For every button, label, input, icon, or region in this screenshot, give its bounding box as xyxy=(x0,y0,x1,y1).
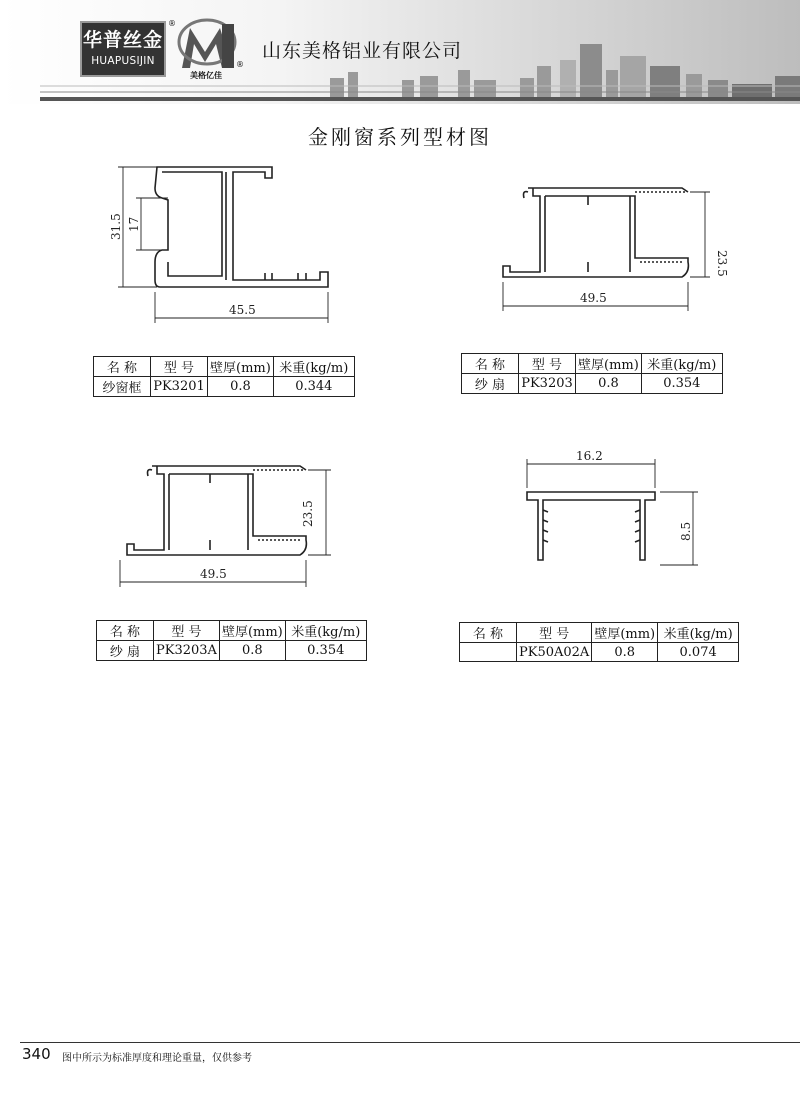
cell-name xyxy=(460,643,517,662)
dim-pk3203a-height: 23.5 xyxy=(301,500,315,527)
cell-wall: 0.8 xyxy=(592,643,658,662)
cell-weight: 0.354 xyxy=(285,641,366,661)
cell-weight: 0.354 xyxy=(641,374,722,394)
header-model: 型 号 xyxy=(154,621,220,641)
cell-wall: 0.8 xyxy=(219,641,285,661)
spec-table-pk3201 xyxy=(93,356,355,397)
dim-pk3203a-width: 49.5 xyxy=(200,567,227,581)
header-name: 名 称 xyxy=(462,354,519,374)
registered-mark-logo: ® xyxy=(236,60,244,69)
header-model: 型 号 xyxy=(517,623,592,643)
header-weight: 米重(kg/m) xyxy=(641,354,722,374)
cell-weight: 0.344 xyxy=(273,377,354,397)
dim-pk3201-inner: 17 xyxy=(127,216,141,232)
profile-pk3201-drawing xyxy=(155,167,328,287)
dim-pk50a02a-height: 8.5 xyxy=(679,521,693,541)
header-name: 名 称 xyxy=(94,357,151,377)
logo-subtitle: 美格亿佳 xyxy=(190,71,222,80)
header-wall: 壁厚(mm) xyxy=(208,357,274,377)
profile-pk3203-drawing xyxy=(503,188,688,277)
dim-pk3203-height: 23.5 xyxy=(715,250,729,277)
registered-mark: ® xyxy=(168,19,176,28)
header-weight: 米重(kg/m) xyxy=(273,357,354,377)
spec-table-pk3203 xyxy=(461,353,723,394)
header-model: 型 号 xyxy=(151,357,208,377)
cell-model: PK50A02A xyxy=(517,643,592,662)
company-name: 山东美格铝业有限公司 xyxy=(262,40,463,62)
profile-pk50a02a-drawing xyxy=(527,492,655,560)
dim-pk50a02a-width: 16.2 xyxy=(576,449,603,463)
footer-note: 图中所示为标准厚度和理论重量，仅供参考 xyxy=(62,1053,252,1064)
cell-name: 纱 扇 xyxy=(97,641,154,661)
dim-pk3201-height: 31.5 xyxy=(109,213,123,240)
page-number: 340 xyxy=(22,1045,51,1063)
header-wall: 壁厚(mm) xyxy=(592,623,658,643)
cell-weight: 0.074 xyxy=(658,643,739,662)
dim-pk3203-width: 49.5 xyxy=(580,291,607,305)
header-name: 名 称 xyxy=(97,621,154,641)
brand-name-en: HUAPUSIJIN xyxy=(91,55,155,67)
header-wall: 壁厚(mm) xyxy=(219,621,285,641)
cell-wall: 0.8 xyxy=(208,377,274,397)
header-model: 型 号 xyxy=(519,354,576,374)
page-title: 金刚窗系列型材图 xyxy=(308,125,492,149)
cell-name: 纱窗框 xyxy=(94,377,151,397)
spec-table-pk3203a xyxy=(96,620,367,661)
cell-model: PK3201 xyxy=(151,377,208,397)
header-name: 名 称 xyxy=(460,623,517,643)
header-wall: 壁厚(mm) xyxy=(576,354,642,374)
footer-divider xyxy=(20,1042,800,1043)
brand-name-cn: 华普丝金 xyxy=(82,29,163,51)
spec-table-pk50a02a xyxy=(459,622,739,662)
cell-model: PK3203 xyxy=(519,374,576,394)
header-weight: 米重(kg/m) xyxy=(658,623,739,643)
header-weight: 米重(kg/m) xyxy=(285,621,366,641)
cell-name: 纱 扇 xyxy=(462,374,519,394)
profile-pk3203a-drawing xyxy=(127,466,306,555)
dim-pk3201-width: 45.5 xyxy=(229,303,256,317)
cell-model: PK3203A xyxy=(154,641,220,661)
cell-wall: 0.8 xyxy=(576,374,642,394)
